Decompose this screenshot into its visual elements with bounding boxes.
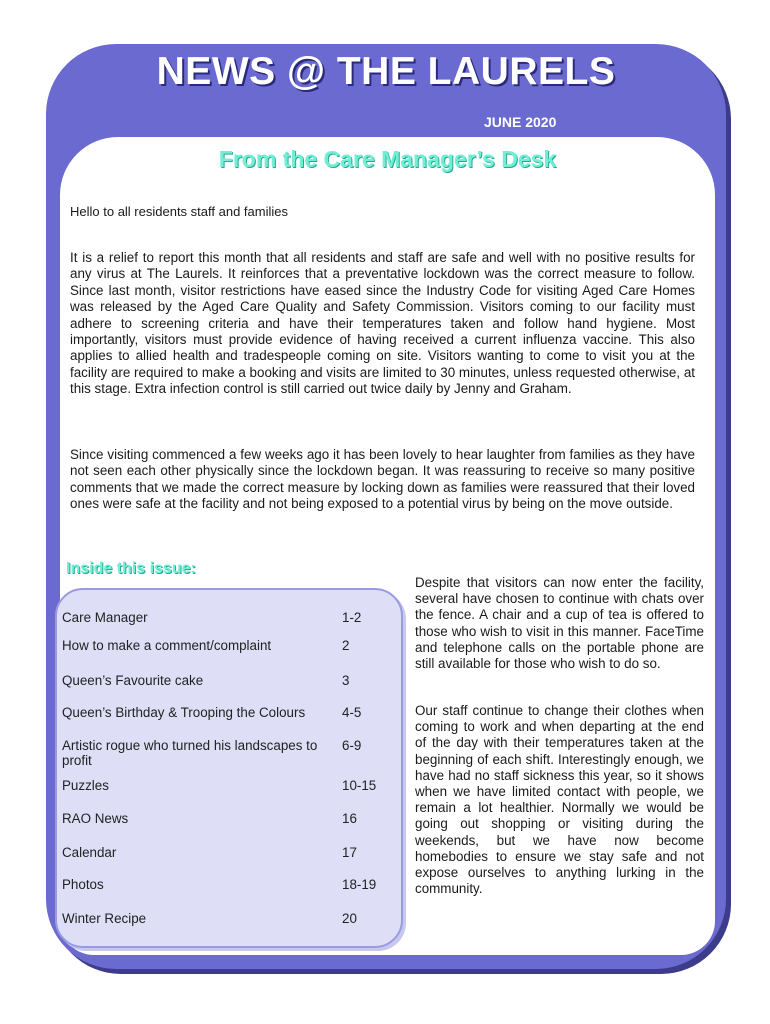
toc-label: How to make a comment/complaint bbox=[62, 638, 272, 653]
toc-item[interactable] bbox=[62, 638, 402, 653]
inside-issue-title: Inside this issue: bbox=[66, 560, 196, 577]
toc-label: Artistic rogue who turned his landscapes to profit bbox=[62, 738, 318, 768]
toc-label: Calendar bbox=[62, 845, 117, 860]
toc-page: 4-5 bbox=[342, 705, 362, 720]
newsletter-title: NEWS @ THE LAURELS bbox=[156, 50, 616, 93]
toc-item[interactable] bbox=[62, 610, 402, 625]
toc-item[interactable] bbox=[62, 911, 402, 926]
toc-label: Queen’s Birthday & Trooping the Colours bbox=[62, 705, 306, 720]
toc-item[interactable] bbox=[62, 673, 402, 688]
toc-page: 10-15 bbox=[342, 778, 377, 793]
toc-label: RAO News bbox=[62, 811, 129, 826]
greeting: Hello to all residents staff and families bbox=[70, 204, 288, 219]
toc-page: 20 bbox=[342, 911, 357, 926]
toc-page: 6-9 bbox=[342, 738, 362, 753]
toc-item[interactable] bbox=[62, 811, 402, 826]
toc-label: Care Manager bbox=[62, 610, 148, 625]
toc-item[interactable] bbox=[62, 778, 402, 793]
toc-page: 17 bbox=[342, 845, 357, 860]
toc-label: Winter Recipe bbox=[62, 911, 147, 926]
toc-label: Puzzles bbox=[62, 778, 109, 793]
toc-page: 3 bbox=[342, 673, 350, 688]
body-paragraph-2: Since visiting commenced a few weeks ago it has been lovely to hear laughter from families as they have not seen each other physically since the lockdown began. It was reassuring to receive so many positive comments that we made the correct measure by locking down as families were reassured that their loved ones were safe at the facility and not being exposed to a potential virus by being on the move outside. bbox=[70, 447, 695, 512]
toc-item[interactable] bbox=[62, 705, 402, 720]
toc-item[interactable] bbox=[62, 738, 402, 768]
body-paragraph-1: It is a relief to report this month that all residents and staff are safe and well with no positive results for any virus at The Laurels. It reinforces that a preventative lockdown was the correct measure to follow. Since last month, visitor restrictions have eased since the Industry Code for visiting Aged Care Homes was released by the Aged Care Quality and Safety Commission. Visitors coming to our facility must adhere to screening criteria and have their temperatures taken and follow hand hygiene. Most importantly, visitors must provide evidence of having received a current influenza vaccine. This also applies to allied health and tradespeople coming on site. Visitors wanting to come to visit you at the facility are required to make a booking and visits are limited to 30 minutes, unless requested otherwise, at this stage. Extra infection control is still carried out twice daily by Jenny and Graham. bbox=[70, 250, 695, 397]
section-title: From the Care Manager’s Desk bbox=[218, 146, 557, 172]
toc-label: Photos bbox=[62, 877, 104, 892]
right-paragraph-2: Our staff continue to change their clothes when coming to work and when departing at the end of the day with their temperatures taken at the beginning of each shift. Interestingly enough, we have had no staff sickness this year, so it shows when we have limited contact with people, we remain a lot healthier. Normally we would be going out shopping or visiting during the weekends, but we have now become homebodies to ensure we stay safe and not expose ourselves to anything lurking in the community. bbox=[415, 703, 704, 897]
toc-page: 18-19 bbox=[342, 877, 377, 892]
toc-item[interactable] bbox=[62, 845, 402, 860]
right-paragraph-1: Despite that visitors can now enter the facility, several have chosen to continue with chats over the fence. A chair and a cup of tea is offered to those who wish to visit in this manner. FaceTime and telephone calls on the portable phone are still available for those who wish to do so. bbox=[415, 575, 704, 672]
issue-date: JUNE 2020 bbox=[484, 114, 557, 130]
toc-page: 2 bbox=[342, 638, 350, 653]
toc-label: Queen’s Favourite cake bbox=[62, 673, 204, 688]
toc-item[interactable] bbox=[62, 877, 402, 892]
toc-page: 16 bbox=[342, 811, 357, 826]
toc-page: 1-2 bbox=[342, 610, 362, 625]
